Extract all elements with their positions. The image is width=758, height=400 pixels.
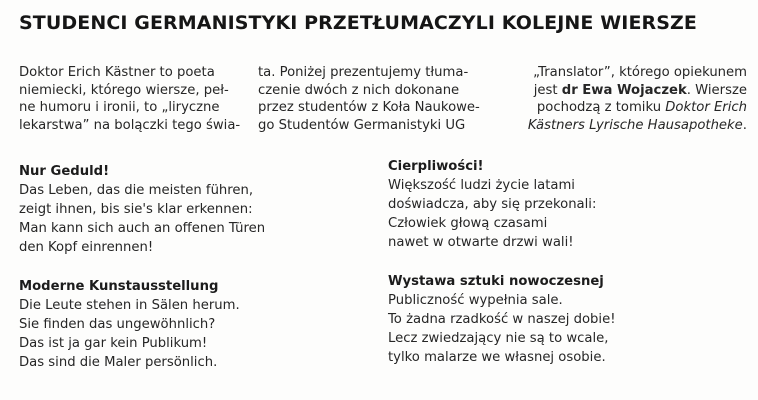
intro-line [497, 117, 747, 135]
poem-line: Sie finden das ungewöhnlich? [19, 317, 216, 332]
poem-line: tylko malarze we własnej osobie. [388, 350, 606, 365]
poem-line: nawet w otwarte drzwi wali! [388, 235, 574, 250]
intro-line: niemiecki, którego wiersze, peł- [19, 82, 229, 98]
book-title: Kästners Lyrische Hausapotheke [527, 117, 743, 133]
intro-column-3 [497, 64, 747, 134]
intro-text: . [742, 117, 747, 133]
poem-line: Lecz zwiedzający nie są to wcale, [388, 331, 609, 346]
poem-line: Człowiek głową czasami [388, 216, 548, 231]
intro-line: przez studentów z Koła Naukowe- [258, 100, 480, 115]
poem-line: Das sind die Maler persönlich. [19, 355, 218, 370]
poem-title: Wystawa sztuki nowoczesnej [388, 274, 604, 289]
poem-line: Das ist ja gar kein Publikum! [19, 336, 208, 351]
poem-line: doświadcza, aby się przekonali: [388, 197, 597, 212]
poem-nur-geduld [19, 162, 265, 257]
poem-title: Nur Geduld! [19, 164, 110, 179]
article-headline: STUDENCI GERMANISTYKI PRZETŁUMACZYLI KOLEJNE WIERSZE [19, 12, 698, 34]
intro-column-2 [258, 64, 490, 134]
intro-line: Doktor Erich Kästner to poeta [19, 65, 215, 80]
poem-line: Man kann sich auch an offenen Türen [19, 221, 266, 236]
intro-text: . Wiersze [686, 82, 747, 98]
book-title: Doktor Erich [665, 100, 747, 115]
poem-line: den Kopf einrennen! [19, 240, 154, 255]
intro-text: jest [533, 82, 562, 98]
intro-line: ne humoru i ironii, to „liryczne [19, 100, 220, 115]
poem-wystawa-sztuki-nowoczesnej [388, 272, 615, 367]
intro-line: go Studentów Germanistyki UG [258, 117, 466, 133]
intro-line [497, 99, 747, 117]
poem-line: Publiczność wypełnia sale. [388, 293, 563, 308]
poem-line: Większość ludzi życie latami [388, 178, 575, 193]
poem-line: zeigt ihnen, bis sie's klar erkennen: [19, 202, 253, 217]
poem-title: Moderne Kunstausstellung [19, 279, 219, 294]
intro-line: lekarstwa” na bolączki tego świa- [19, 117, 241, 133]
poem-line: To żadna rzadkość w naszej dobie! [388, 312, 616, 327]
poem-line: Die Leute stehen in Sälen herum. [19, 298, 240, 313]
intro-column-1 [19, 64, 251, 134]
translator-supervisor-name: dr Ewa Wojaczek [561, 82, 687, 98]
poem-cierpliwosci [388, 157, 596, 252]
poem-line: Das Leben, das die meisten führen, [19, 183, 254, 198]
intro-line: ta. Poniżej prezentujemy tłuma- [258, 65, 469, 80]
intro-line: czenie dwóch z nich dokonane [258, 82, 460, 98]
intro-text: pochodzą z tomiku [536, 100, 666, 115]
intro-line: „Translator”, którego opiekunem [533, 65, 747, 80]
poem-moderne-kunstausstellung [19, 277, 240, 372]
intro-line [497, 82, 747, 100]
poem-title: Cierpliwości! [388, 159, 484, 174]
